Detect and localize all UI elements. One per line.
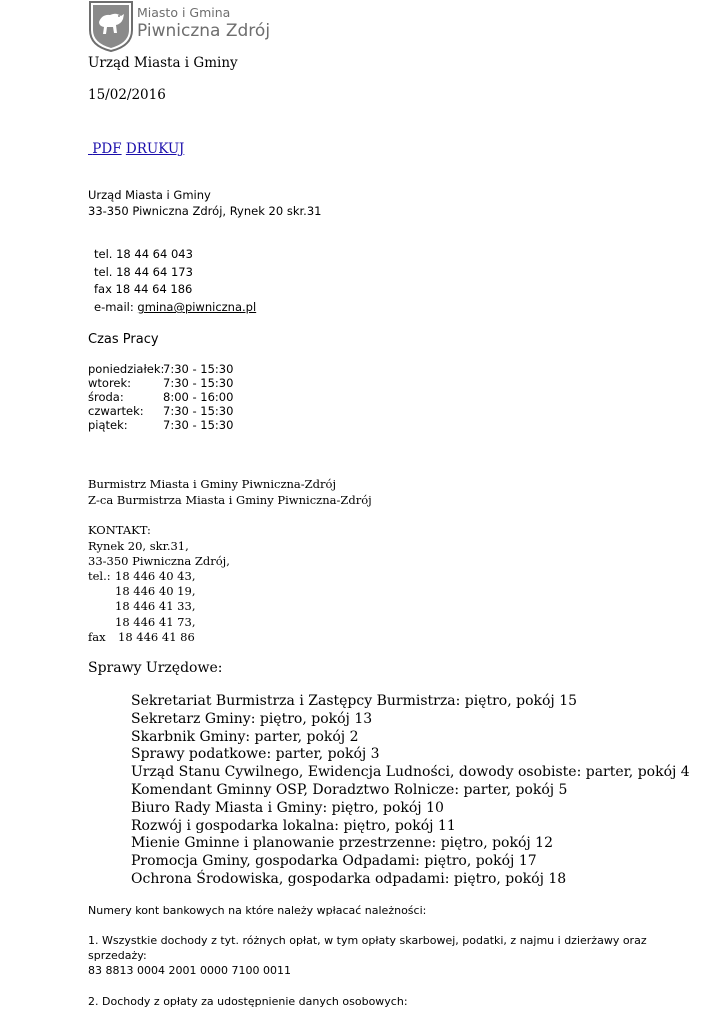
office-item: Biuro Rady Miasta i Gminy: piętro, pokój 10	[131, 800, 444, 816]
phone-2: tel. 18 44 64 173	[94, 265, 193, 279]
hours-time: 7:30 - 15:30	[163, 376, 234, 390]
contact-tel: 18 446 41 73,	[115, 615, 196, 629]
hours-time: 7:30 - 15:30	[163, 362, 234, 376]
address-street: 33-350 Piwniczna Zdrój, Rynek 20 skr.31	[88, 204, 322, 218]
office-item: Mienie Gminne i planowanie przestrzenne: piętro, pokój 12	[131, 835, 553, 851]
phone-1: tel. 18 44 64 043	[94, 247, 193, 261]
contact-tel: 18 446 41 33,	[115, 599, 196, 613]
bank-item2-line1: 2. Dochody z opłaty za udostępnienie danych osobowych:	[88, 995, 408, 1008]
hours-day: poniedziałek:	[88, 362, 165, 376]
deputy-mayor-line: Z-ca Burmistrza Miasta i Gminy Piwniczna-Zdrój	[88, 493, 372, 507]
contact-title: KONTAKT:	[88, 523, 151, 537]
contact-address-1: Rynek 20, skr.31,	[88, 539, 189, 553]
bank-item1-line1: 1. Wszystkie dochody z tyt. różnych opłat, w tym opłaty skarbowej, podatki, z najmu i dzierżawy oraz	[88, 934, 647, 947]
hours-day: wtorek:	[88, 376, 132, 390]
hours-time: 7:30 - 15:30	[163, 404, 234, 418]
coat-of-arms-icon	[88, 0, 134, 52]
office-item: Urząd Stanu Cywilnego, Ewidencja Ludności, dowody osobiste: parter, pokój 4	[131, 764, 690, 780]
pdf-link[interactable]: PDF	[92, 141, 122, 157]
email-label: e-mail:	[94, 300, 134, 314]
hours-time: 8:00 - 16:00	[163, 390, 234, 404]
print-link[interactable]: DRUKUJ	[125, 141, 185, 157]
page-date: 15/02/2016	[88, 87, 166, 103]
logo-line2: Piwniczna Zdrój	[137, 21, 271, 41]
contact-tel: 18 446 40 19,	[115, 584, 196, 598]
contact-fax: 18 446 41 86	[118, 630, 195, 644]
affairs-title: Sprawy Urzędowe:	[88, 660, 223, 676]
contact-address-2: 33-350 Piwniczna Zdrój,	[88, 554, 230, 568]
org-name: Urząd Miasta i Gminy	[88, 55, 238, 71]
hours-time: 7:30 - 15:30	[163, 418, 234, 432]
contact-tel-label: tel.:	[88, 569, 111, 583]
office-item: Rozwój i gospodarka lokalna: piętro, pokój 11	[131, 818, 456, 834]
hours-title: Czas Pracy	[88, 332, 159, 347]
office-item: Sekretariat Burmistrza i Zastępcy Burmistrza: piętro, pokój 15	[131, 693, 578, 709]
hours-day: czwartek:	[88, 404, 144, 418]
office-item: Skarbnik Gminy: parter, pokój 2	[131, 729, 359, 745]
office-item: Promocja Gminy, gospodarka Odpadami: piętro, pokój 17	[131, 853, 537, 869]
contact-fax-label: fax	[88, 630, 106, 644]
office-item: Komendant Gminny OSP, Doradztwo Rolnicze: parter, pokój 5	[131, 782, 568, 798]
bank-intro: Numery kont bankowych na które należy wpłacać należności:	[88, 904, 427, 917]
bank-item1-line2: sprzedaży:	[88, 949, 147, 962]
contact-tel: 18 446 40 43,	[115, 569, 196, 583]
email-row	[94, 300, 256, 314]
mayor-line: Burmistrz Miasta i Gminy Piwniczna-Zdrój	[88, 477, 337, 491]
hours-day: środa:	[88, 390, 124, 404]
office-item: Sprawy podatkowe: parter, pokój 3	[131, 746, 380, 762]
office-item: Sekretarz Gminy: piętro, pokój 13	[131, 711, 373, 727]
bank-account-1: 83 8813 0004 2001 0000 7100 0011	[88, 964, 291, 977]
address-name: Urząd Miasta i Gminy	[88, 188, 211, 202]
hours-day: piątek:	[88, 418, 128, 432]
office-item: Ochrona Środowiska, gospodarka odpadami: piętro, pokój 18	[131, 871, 567, 887]
logo-line1: Miasto i Gmina	[137, 5, 231, 20]
email-link[interactable]: gmina@piwniczna.pl	[137, 300, 257, 314]
actions	[88, 141, 184, 157]
fax: fax 18 44 64 186	[94, 282, 193, 296]
